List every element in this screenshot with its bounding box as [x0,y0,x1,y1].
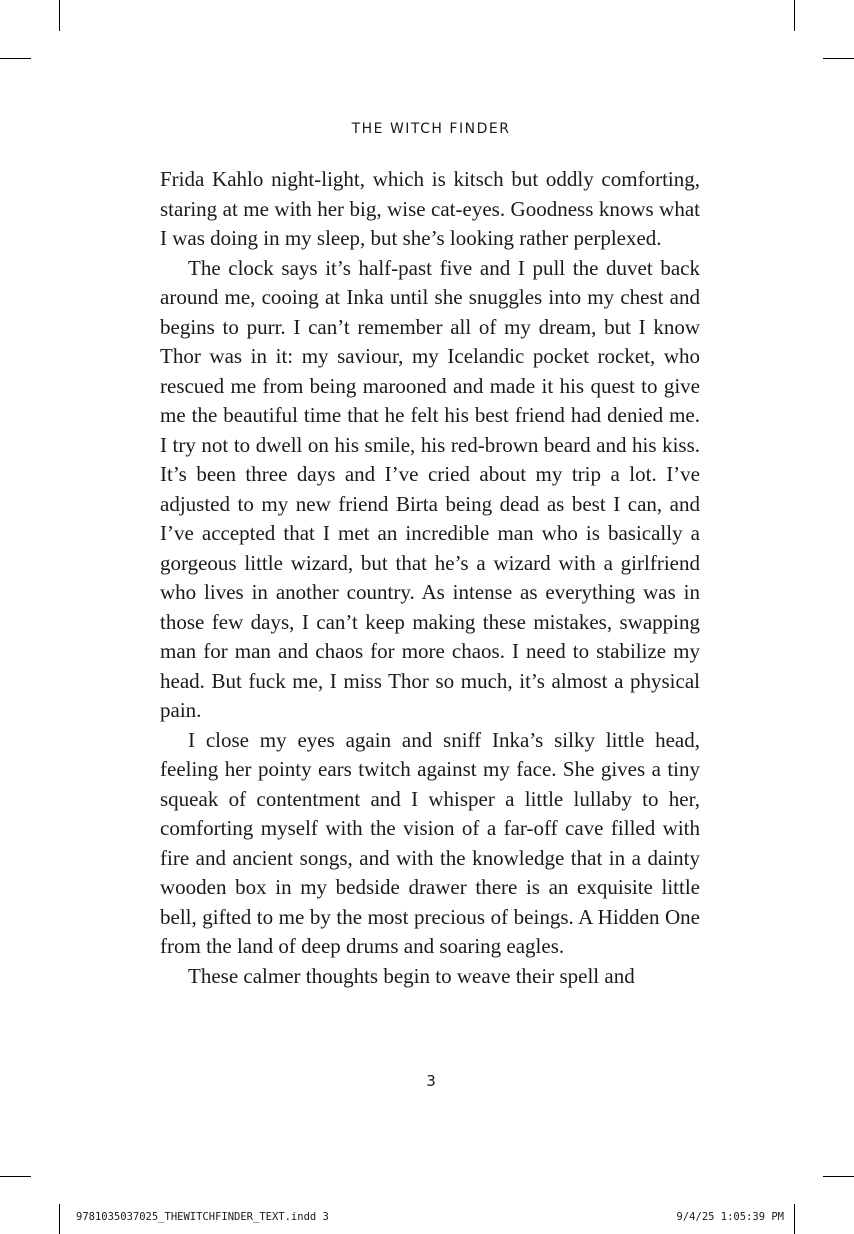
paragraph: I close my eyes again and sniff Inka’s silky little head, feeling her pointy ears twitch against my face. She gives a tiny squeak of contentment and I whisper a little lullaby to her, comforting myself with the vision of a far-off cave filled with fire and ancient songs, and with the knowledge that in a dainty wooden box in my bedside drawer there is an exquisite little bell, gifted to me by the most precious of beings. A Hidden One from the land of deep drums and soaring eagles. [160,727,700,958]
paragraph: Frida Kahlo night-light, which is kitsch but oddly comforting, staring at me with her big, wise cat-eyes. Goodness knows what I was doing in my sleep, but she’s looking rather perplexed. [160,167,700,250]
crop-mark-bottom-left [59,1204,60,1234]
slug-file-name: 9781035037025_THEWITCHFINDER_TEXT.indd 3 [76,1211,329,1223]
slug-timestamp: 9/4/25 1:05:39 PM [676,1211,784,1223]
crop-mark-left-top [0,58,31,59]
crop-mark-right-top [823,58,854,59]
crop-mark-top-right [794,0,795,31]
running-head: THE WITCH FINDER [351,121,511,137]
crop-mark-right-bottom [823,1176,854,1177]
paragraph: These calmer thoughts begin to weave their spell and [188,963,635,988]
crop-mark-bottom-right [794,1204,795,1234]
body-text [160,165,700,991]
crop-mark-left-bottom [0,1176,31,1177]
crop-mark-top-left [59,0,60,31]
paragraph: The clock says it’s half-past five and I pull the duvet back around me, cooing at Inka until she snuggles into my chest and begins to purr. I can’t remember all of my dream, but I know Thor was in it: my saviour, my Icelandic pocket rocket, who rescued me from being marooned and made it his quest to give me the beautiful time that he felt his best friend had denied me. I try not to dwell on his smile, his red-brown beard and his kiss. It’s been three days and I’ve cried about my trip a lot. I’ve adjusted to my new friend Birta being dead as best I can, and I’ve accepted that I met an incredible man who is basically a gorgeous little wizard, but that he’s a wizard with a girlfriend who lives in another country. As intense as everything was in those few days, I can’t keep making these mistakes, swapping man for man and chaos for more chaos. I need to stabilize my head. But fuck me, I miss Thor so much, it’s almost a physical pain. [160,255,700,722]
page-number: 3 [426,1072,436,1090]
